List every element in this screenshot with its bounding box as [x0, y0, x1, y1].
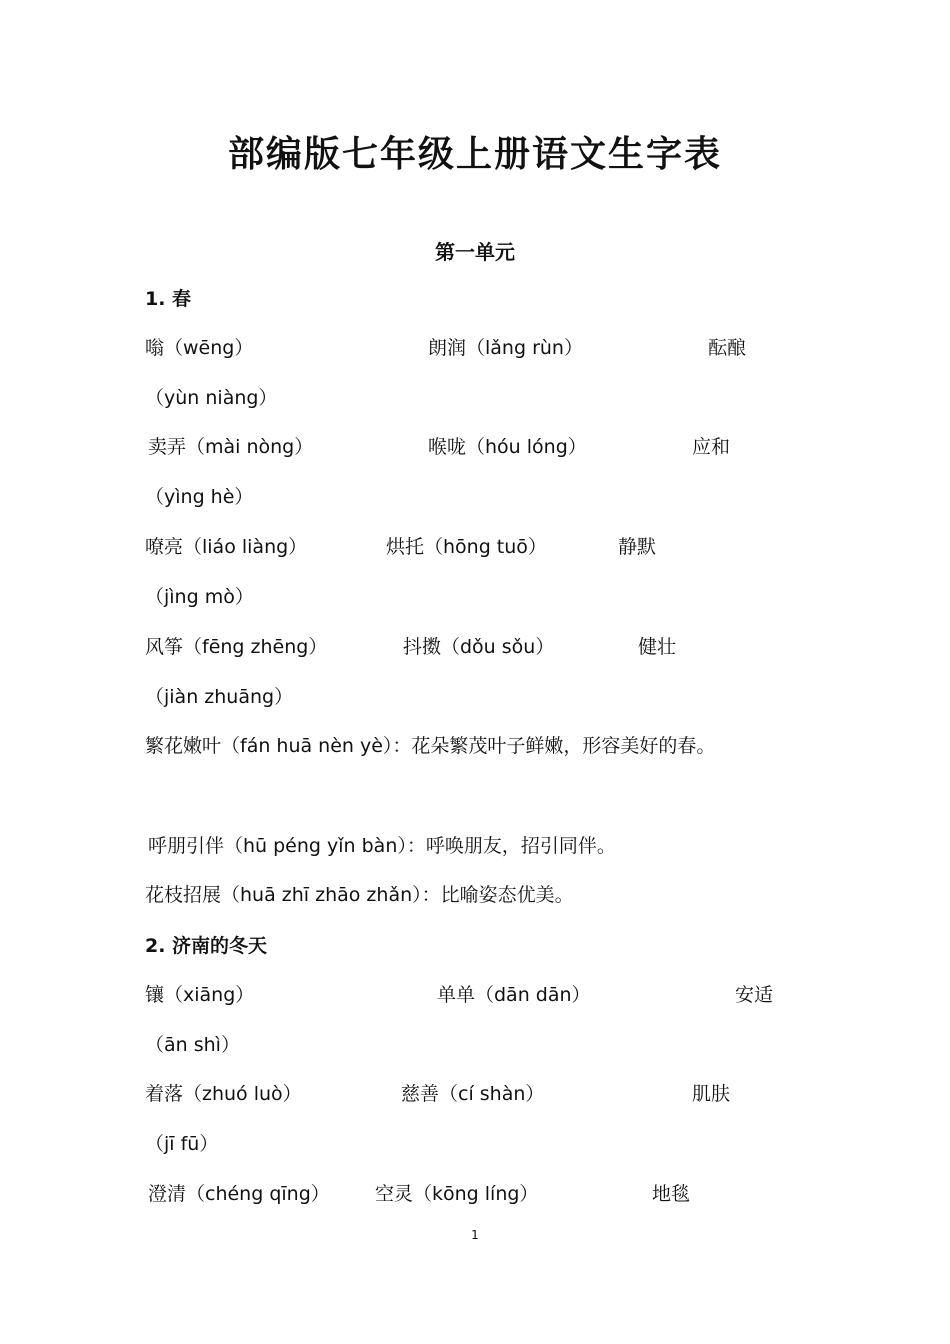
- vocab-item: 嗡（wēng）: [145, 337, 254, 359]
- vocab-item: 静默: [618, 536, 657, 558]
- vocab-item: 烘托（hōng tuō）: [386, 536, 547, 558]
- vocab-pinyin: （jī fū）: [145, 1133, 219, 1155]
- idiom-entry: 花枝招展（huā zhī zhāo zhǎn）：比喻姿态优美。: [145, 884, 574, 906]
- lesson-heading: 2. 济南的冬天: [145, 935, 268, 957]
- idiom-entry: 繁花嫩叶（fán huā nèn yè）：花朵繁茂叶子鲜嫩，形容美好的春。: [145, 735, 716, 757]
- vocab-item: 抖擞（dǒu sǒu）: [403, 636, 555, 658]
- vocab-pinyin: （ān shì）: [145, 1034, 240, 1056]
- vocab-item: 慈善（cí shàn）: [401, 1083, 545, 1105]
- vocab-item: 喉咙（hóu lóng）: [428, 436, 587, 458]
- vocab-item: 健壮: [638, 636, 677, 658]
- vocab-item: 朗润（lǎng rùn）: [428, 337, 583, 359]
- unit-heading: 第一单元: [435, 240, 515, 264]
- vocab-item: 酝酿: [708, 337, 747, 359]
- vocab-item: 风筝（fēng zhēng）: [145, 636, 328, 658]
- idiom-entry: 呼朋引伴（hū péng yǐn bàn）：呼唤朋友，招引同伴。: [148, 835, 616, 857]
- page-number: 1: [471, 1228, 479, 1242]
- vocab-item: 嘹亮（liáo liàng）: [145, 536, 308, 558]
- document-title: 部编版七年级上册语文生字表: [227, 133, 722, 175]
- vocab-pinyin: （yìng hè）: [145, 486, 254, 508]
- vocab-item: 安适: [735, 984, 774, 1006]
- vocab-item: 地毯: [652, 1183, 691, 1205]
- vocab-item: 单单（dān dān）: [437, 984, 591, 1006]
- vocab-item: 应和: [692, 436, 731, 458]
- vocab-item: 肌肤: [692, 1083, 731, 1105]
- vocab-pinyin: （jiàn zhuāng）: [145, 686, 294, 708]
- vocab-item: 镶（xiāng）: [145, 984, 255, 1006]
- lesson-heading: 1. 春: [145, 288, 192, 310]
- vocab-item: 着落（zhuó luò）: [145, 1083, 302, 1105]
- vocab-item: 澄清（chéng qīng）: [148, 1183, 330, 1205]
- vocab-pinyin: （jìng mò）: [145, 586, 254, 608]
- vocab-item: 空灵（kōng líng）: [375, 1183, 539, 1205]
- vocab-item: 卖弄（mài nòng）: [148, 436, 314, 458]
- vocab-pinyin: （yùn niàng）: [145, 387, 278, 409]
